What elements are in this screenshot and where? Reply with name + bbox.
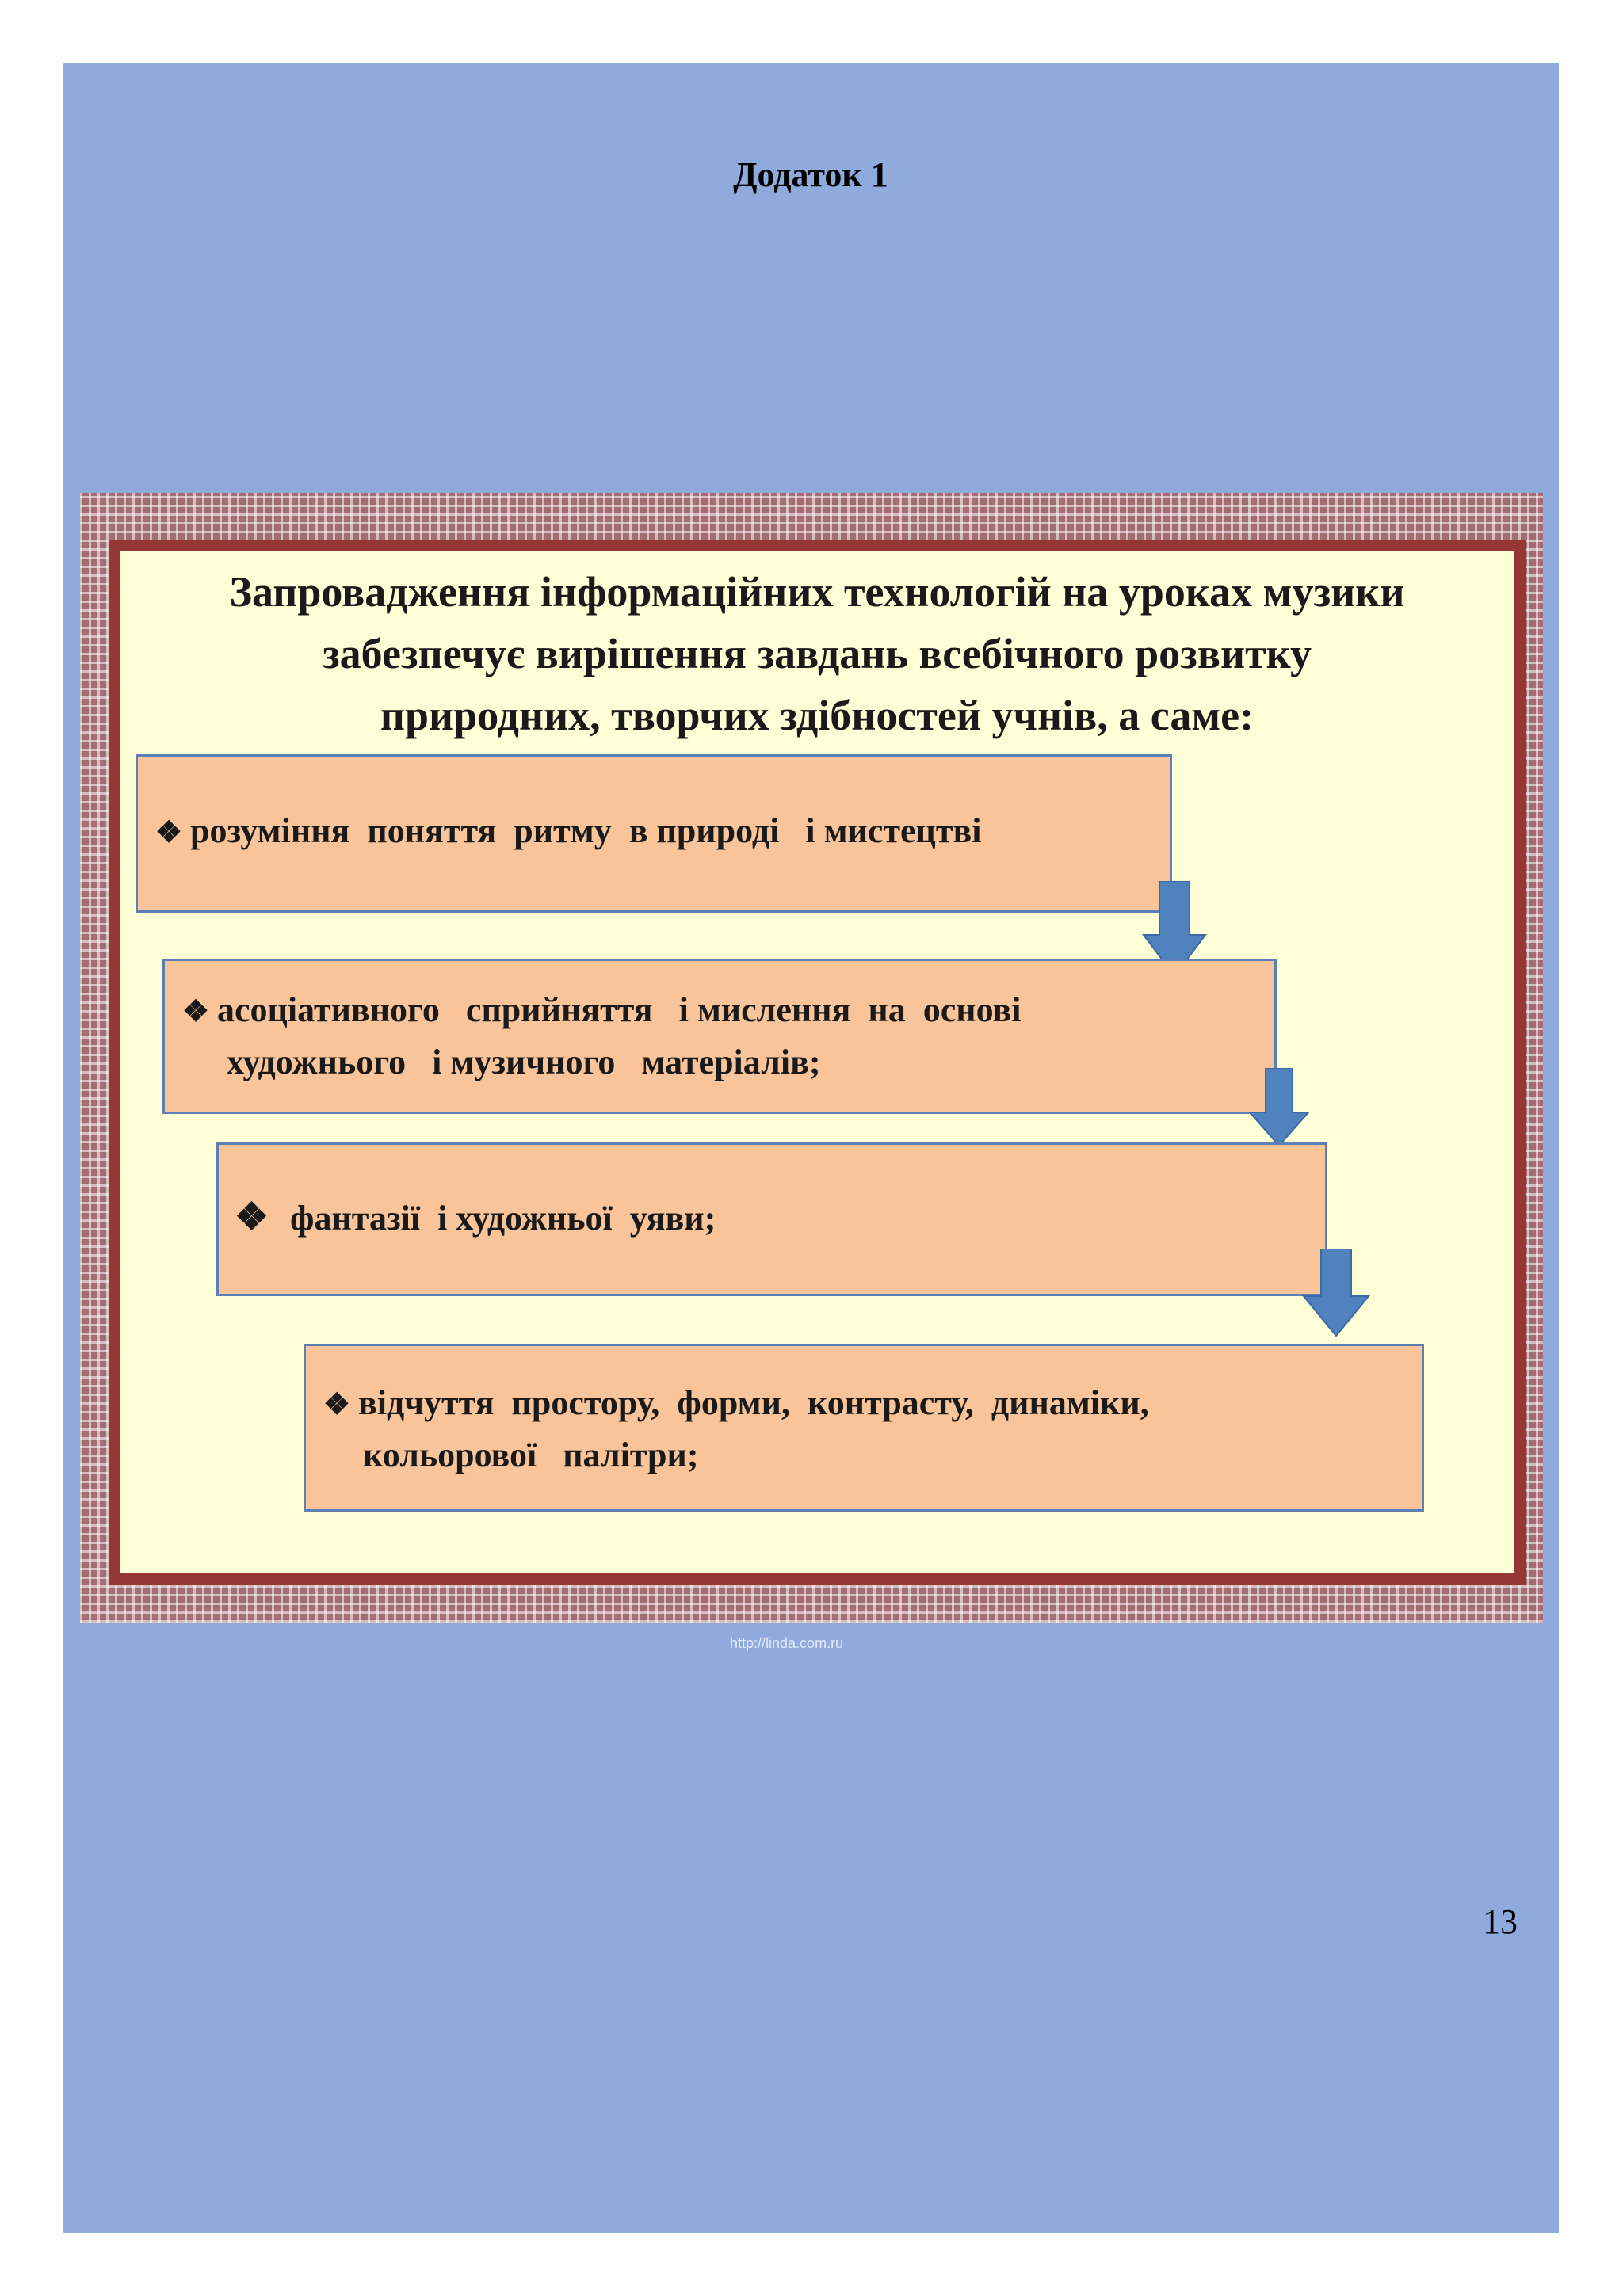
list-item-text: фантазії і художньої уяви;	[290, 1199, 716, 1238]
slide-title-line: забезпечує вирішення завдань всебічного розвитку	[322, 630, 1312, 677]
slide-watermark: http://linda.com.ru	[730, 1635, 844, 1651]
list-item-text: кольорової палітри;	[363, 1436, 699, 1474]
list-item-text: відчуття простору, форми, контрасту, динаміки,	[358, 1383, 1149, 1422]
diamond-bullet-icon: ❖	[323, 1388, 351, 1421]
diamond-bullet-icon: ❖	[235, 1196, 269, 1238]
list-item-text: асоціативного сприйняття і мислення на основі	[217, 990, 1022, 1029]
list-item	[216, 1142, 1327, 1296]
list-item	[162, 959, 1277, 1114]
list-item	[136, 754, 1172, 913]
diamond-bullet-icon: ❖	[155, 816, 183, 849]
appendix-heading: Додаток 1	[733, 155, 888, 194]
document-page	[63, 63, 1559, 2233]
diamond-bullet-icon: ❖	[182, 995, 210, 1028]
slide-title	[120, 561, 1514, 746]
slide-title-line: природних, творчих здібностей учнів, а саме:	[380, 692, 1254, 739]
down-arrow-icon	[1247, 1068, 1312, 1147]
slide-title-line: Запровадження інформаційних технологій на уроках музики	[229, 568, 1405, 616]
list-item-text: художнього і музичного матеріалів;	[227, 1043, 821, 1081]
down-arrow-icon	[1300, 1249, 1372, 1337]
page-number: 13	[1483, 1902, 1518, 1941]
list-item	[304, 1344, 1424, 1512]
list-item-text: розуміння поняття ритму в природі і мистецтві	[190, 811, 982, 850]
slide-frame	[109, 540, 1526, 1585]
slide-image	[80, 493, 1543, 1651]
